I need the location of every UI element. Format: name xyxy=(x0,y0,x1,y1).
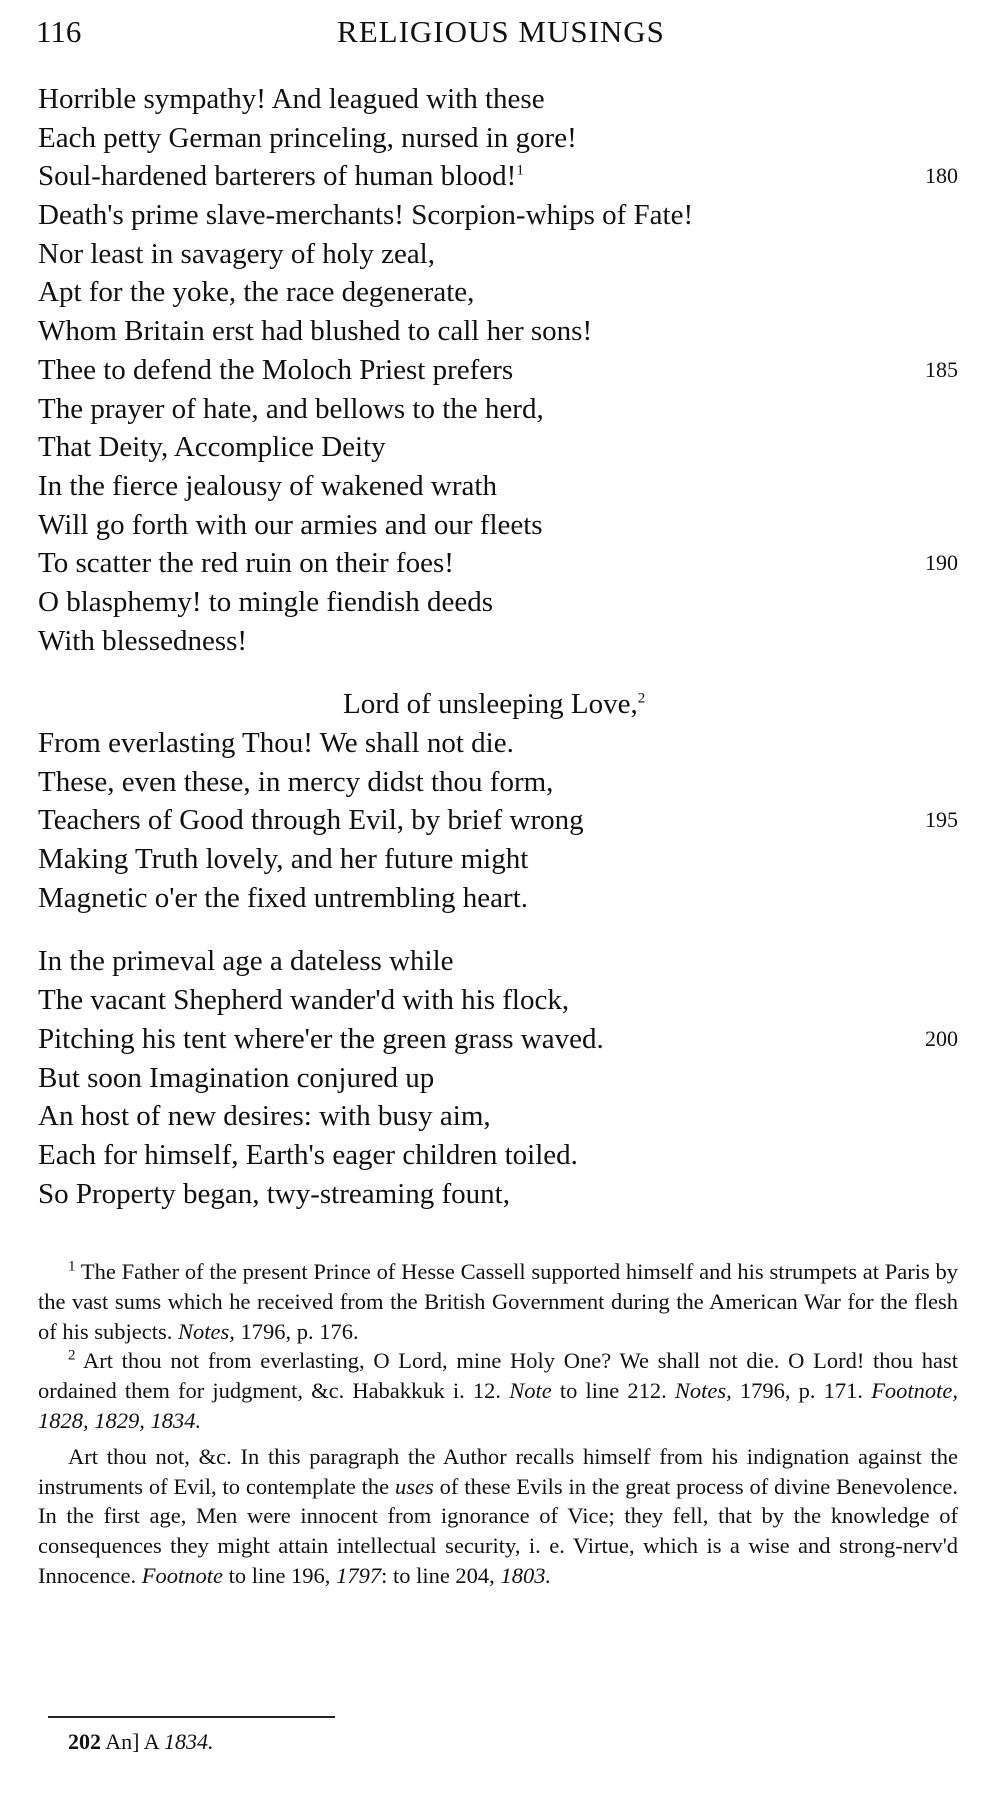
line-text: With blessedness! xyxy=(38,624,248,657)
line-text: Apt for the yoke, the race degenerate, xyxy=(38,276,475,309)
footnote-number: 2 xyxy=(68,1347,76,1364)
line-text: But soon Imagination conjured up xyxy=(38,1061,435,1094)
line-text: Thee to defend the Moloch Priest prefers xyxy=(38,353,514,386)
line-text: From everlasting Thou! We shall not die. xyxy=(38,727,514,759)
poem-line xyxy=(38,428,958,467)
line-text: An host of new desires: with busy aim, xyxy=(38,1100,491,1133)
page-number: 116 xyxy=(36,14,82,49)
poem-line xyxy=(38,273,958,312)
running-title: RELIGIOUS MUSINGS xyxy=(337,14,665,49)
line-text: Pitching his tent where'er the green grass waved. xyxy=(38,1022,604,1055)
poem-line xyxy=(38,1136,958,1175)
footnote-ref: Footnote xyxy=(141,1562,223,1588)
line-text: Magnetic o'er the fixed untrembling heart. xyxy=(38,881,528,914)
poem-line xyxy=(38,840,958,879)
poem-line xyxy=(38,506,958,545)
line-text: Death's prime slave-merchants! Scorpion-whips of Fate! xyxy=(38,199,694,232)
poem-line xyxy=(38,981,958,1020)
line-text: In the primeval age a dateless while xyxy=(38,945,454,978)
line-text: The prayer of hate, and bellows to the herd, xyxy=(38,392,544,425)
line-text: That Deity, Accomplice Deity xyxy=(38,431,386,464)
page-header xyxy=(36,14,966,54)
poem-line xyxy=(38,724,958,763)
stanza-3 xyxy=(38,942,958,1213)
poem-line xyxy=(38,1175,958,1214)
line-text: Each petty German princeling, nursed in gore! xyxy=(38,121,577,154)
poem-line xyxy=(38,119,958,158)
footnote-ref-detail: 1796, p. 176. xyxy=(240,1318,359,1344)
poem-line xyxy=(38,467,958,506)
variant-rule xyxy=(48,1716,335,1718)
footnote-text: Art thou not, &c. In this paragraph the Author recalls himself from his indignation against the instruments of Evil, to contemplate the xyxy=(38,1443,958,1499)
line-text: Will go forth with our armies and our fleets xyxy=(38,508,543,541)
poem-line xyxy=(38,157,958,196)
line-number: 190 xyxy=(925,550,958,576)
textual-variant xyxy=(68,1729,213,1755)
poem-line xyxy=(38,1059,958,1098)
line-text: So Property began, twy-streaming fount, xyxy=(38,1177,510,1210)
line-text: To scatter the red ruin on their foes! xyxy=(38,547,454,580)
line-text: In the fierce jealousy of wakened wrath xyxy=(38,469,497,502)
footnotes xyxy=(38,1257,958,1591)
poem-line xyxy=(38,801,958,840)
footnote-ref: Footnote, 1828, 1829, 1834. xyxy=(38,1378,959,1433)
footnote-text: Art thou not from everlasting, O Lord, mine Holy One? We shall not die. O Lord! thou hast ordained them for judgment, &c. Habakkuk i. 12. xyxy=(38,1348,958,1404)
poem-line xyxy=(38,685,958,724)
poem-line xyxy=(38,942,958,981)
poem-line xyxy=(38,622,958,661)
line-number: 185 xyxy=(925,356,958,382)
poem-line xyxy=(38,879,958,918)
footnote-2 xyxy=(38,1346,958,1435)
poem-line xyxy=(38,235,958,274)
footnote-ref-detail: to line 196, xyxy=(228,1562,331,1588)
footnote-year: 1797 xyxy=(336,1562,382,1588)
footnote-number: 1 xyxy=(68,1258,76,1275)
line-number: 180 xyxy=(925,163,958,189)
stanza-1 xyxy=(38,80,958,660)
footnote-ref: Note xyxy=(509,1378,552,1404)
line-number: 195 xyxy=(925,807,958,833)
poem-line xyxy=(38,583,958,622)
line-text: Whom Britain erst had blushed to call her sons! xyxy=(38,315,593,348)
footnote-1 xyxy=(38,1257,958,1346)
footnote-2-continuation xyxy=(38,1442,958,1591)
poem-line xyxy=(38,1097,958,1136)
variant-reading: An] A xyxy=(105,1729,159,1754)
line-text: Lord of unsleeping Love, xyxy=(343,688,638,721)
poem-line xyxy=(38,390,958,429)
footnote-text: The Father of the present Prince of Hesse Cassell supported himself and his strumpets at Paris by the vast sums which he received from the British Government during the American War for the flesh of his subjects. xyxy=(38,1259,959,1344)
poem-line xyxy=(38,312,958,351)
line-text: Making Truth lovely, and her future might xyxy=(38,843,529,876)
line-text: Horrible sympathy! And leagued with these xyxy=(38,83,545,115)
poem-line xyxy=(38,763,958,802)
stanza-2 xyxy=(38,724,958,917)
variant-line-number: 202 xyxy=(68,1729,101,1754)
footnote-marker: 2 xyxy=(637,690,646,707)
footnote-ref-detail: : to line 204, xyxy=(381,1562,495,1588)
poem-line xyxy=(38,80,958,119)
footnote-ref-detail: to line 212. xyxy=(559,1378,667,1404)
line-text: These, even these, in mercy didst thou form, xyxy=(38,765,554,798)
footnote-text: of these Evils in the great process of divine Benevolence. In the first age, Men were innocent from ignorance of Vice; they fell, that by the knowledge of consequences they might attain intellectual security, i. e. Virtue, which is a wise and strong-nerv'd Innocence. xyxy=(38,1473,958,1588)
line-number: 200 xyxy=(925,1025,958,1051)
poem-line xyxy=(38,351,958,390)
line-text: O blasphemy! to mingle fiendish deeds xyxy=(38,585,494,618)
poem-line xyxy=(38,544,958,583)
poem-line xyxy=(38,196,958,235)
line-text: Each for himself, Earth's eager children toiled. xyxy=(38,1138,578,1171)
variant-year: 1834. xyxy=(163,1729,214,1754)
line-text: Soul-hardened barterers of human blood! xyxy=(38,160,517,193)
footnote-emphasis: uses xyxy=(395,1473,434,1499)
poem-text xyxy=(38,80,958,1213)
footnote-year: 1803. xyxy=(500,1562,552,1588)
footnote-ref: Notes, xyxy=(674,1378,732,1404)
line-text: Nor least in savagery of holy zeal, xyxy=(38,237,435,270)
line-text: Teachers of Good through Evil, by brief wrong xyxy=(38,804,584,837)
poem-line xyxy=(38,1020,958,1059)
footnote-ref-detail: 1796, p. 171. xyxy=(739,1378,864,1404)
footnote-marker: 1 xyxy=(516,162,524,179)
line-text: The vacant Shepherd wander'd with his flock, xyxy=(38,984,570,1017)
footnote-ref: Notes, xyxy=(178,1318,235,1344)
